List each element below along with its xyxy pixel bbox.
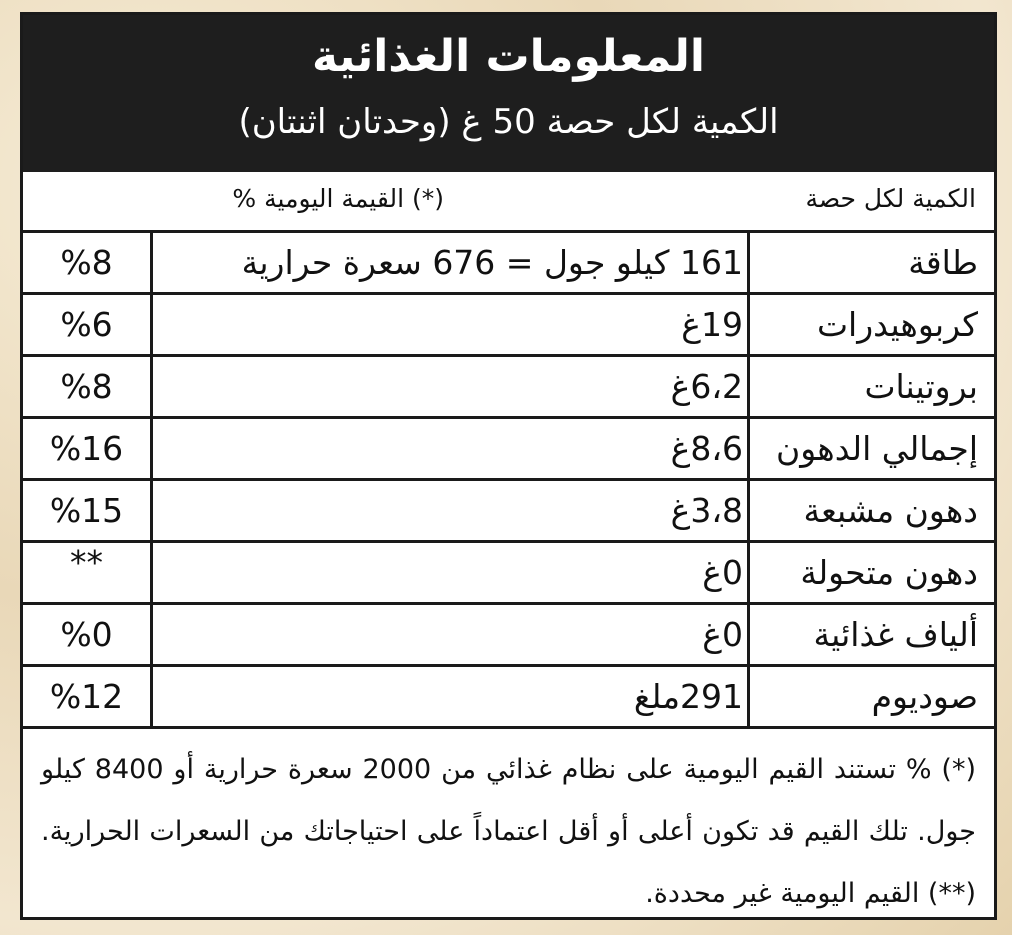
daily-value-heading: (*) القيمة اليومية % bbox=[232, 184, 444, 213]
nutrient-row-total-fat bbox=[23, 419, 994, 481]
label-header bbox=[23, 15, 994, 172]
nutrient-amount: 3،8غ bbox=[150, 481, 747, 540]
nutrient-amount: 19غ bbox=[150, 295, 747, 354]
nutrient-amount: 291ملغ bbox=[150, 667, 747, 726]
nutrient-daily-value: %0 bbox=[60, 615, 113, 654]
nutrient-daily-value: %8 bbox=[60, 367, 113, 406]
nutrient-name: إجمالي الدهون bbox=[747, 419, 994, 478]
nutrient-amount: 0غ bbox=[150, 605, 747, 664]
nutrient-name: صوديوم bbox=[747, 667, 994, 726]
nutrient-daily-value: %8 bbox=[60, 243, 113, 282]
column-header-row bbox=[23, 172, 994, 233]
serving-size: الكمية لكل حصة 50 غ (وحدتان اثنتان) bbox=[238, 102, 779, 142]
nutrient-row-trans-fat bbox=[23, 543, 994, 605]
nutrient-name: دهون مشبعة bbox=[747, 481, 994, 540]
nutrient-daily-value: %12 bbox=[49, 677, 124, 716]
nutrient-name: طاقة bbox=[747, 233, 994, 292]
nutrient-row-proteins bbox=[23, 357, 994, 419]
nutrient-row-dietary-fiber bbox=[23, 605, 994, 667]
nutrient-row-saturated-fat bbox=[23, 481, 994, 543]
label-title: المعلومات الغذائية bbox=[312, 31, 705, 82]
daily-value-footnote: (*) % تستند القيم اليومية على نظام غذائي من 2000 سعرة حرارية أو 8400 كيلو جول. تلك القيم قد تكون أعلى أو أقل اعتماداً على احتياجاتك من السعرات الحرارية. (**) القيم اليومية غير محددة. bbox=[41, 754, 976, 909]
nutrient-daily-value: %6 bbox=[60, 305, 113, 344]
nutrient-amount: 6،2غ bbox=[150, 357, 747, 416]
nutrient-name: كربوهيدرات bbox=[747, 295, 994, 354]
nutrient-row-energy bbox=[23, 233, 994, 295]
nutrient-amount: 161 كيلو جول = 676 سعرة حرارية bbox=[150, 233, 747, 292]
nutrient-row-sodium bbox=[23, 667, 994, 729]
nutrient-amount: 0غ bbox=[150, 543, 747, 602]
nutrient-daily-value: %16 bbox=[49, 429, 124, 468]
amount-per-serving-heading: الكمية لكل حصة bbox=[805, 184, 976, 213]
nutrition-facts-label bbox=[20, 12, 997, 920]
nutrient-row-carbohydrates bbox=[23, 295, 994, 357]
nutrient-name: دهون متحولة bbox=[747, 543, 994, 602]
nutrient-amount: 8،6غ bbox=[150, 419, 747, 478]
nutrient-daily-value: %15 bbox=[49, 491, 124, 530]
nutrient-daily-value: ** bbox=[70, 543, 103, 582]
nutrient-name: بروتينات bbox=[747, 357, 994, 416]
nutrient-name: ألياف غذائية bbox=[747, 605, 994, 664]
